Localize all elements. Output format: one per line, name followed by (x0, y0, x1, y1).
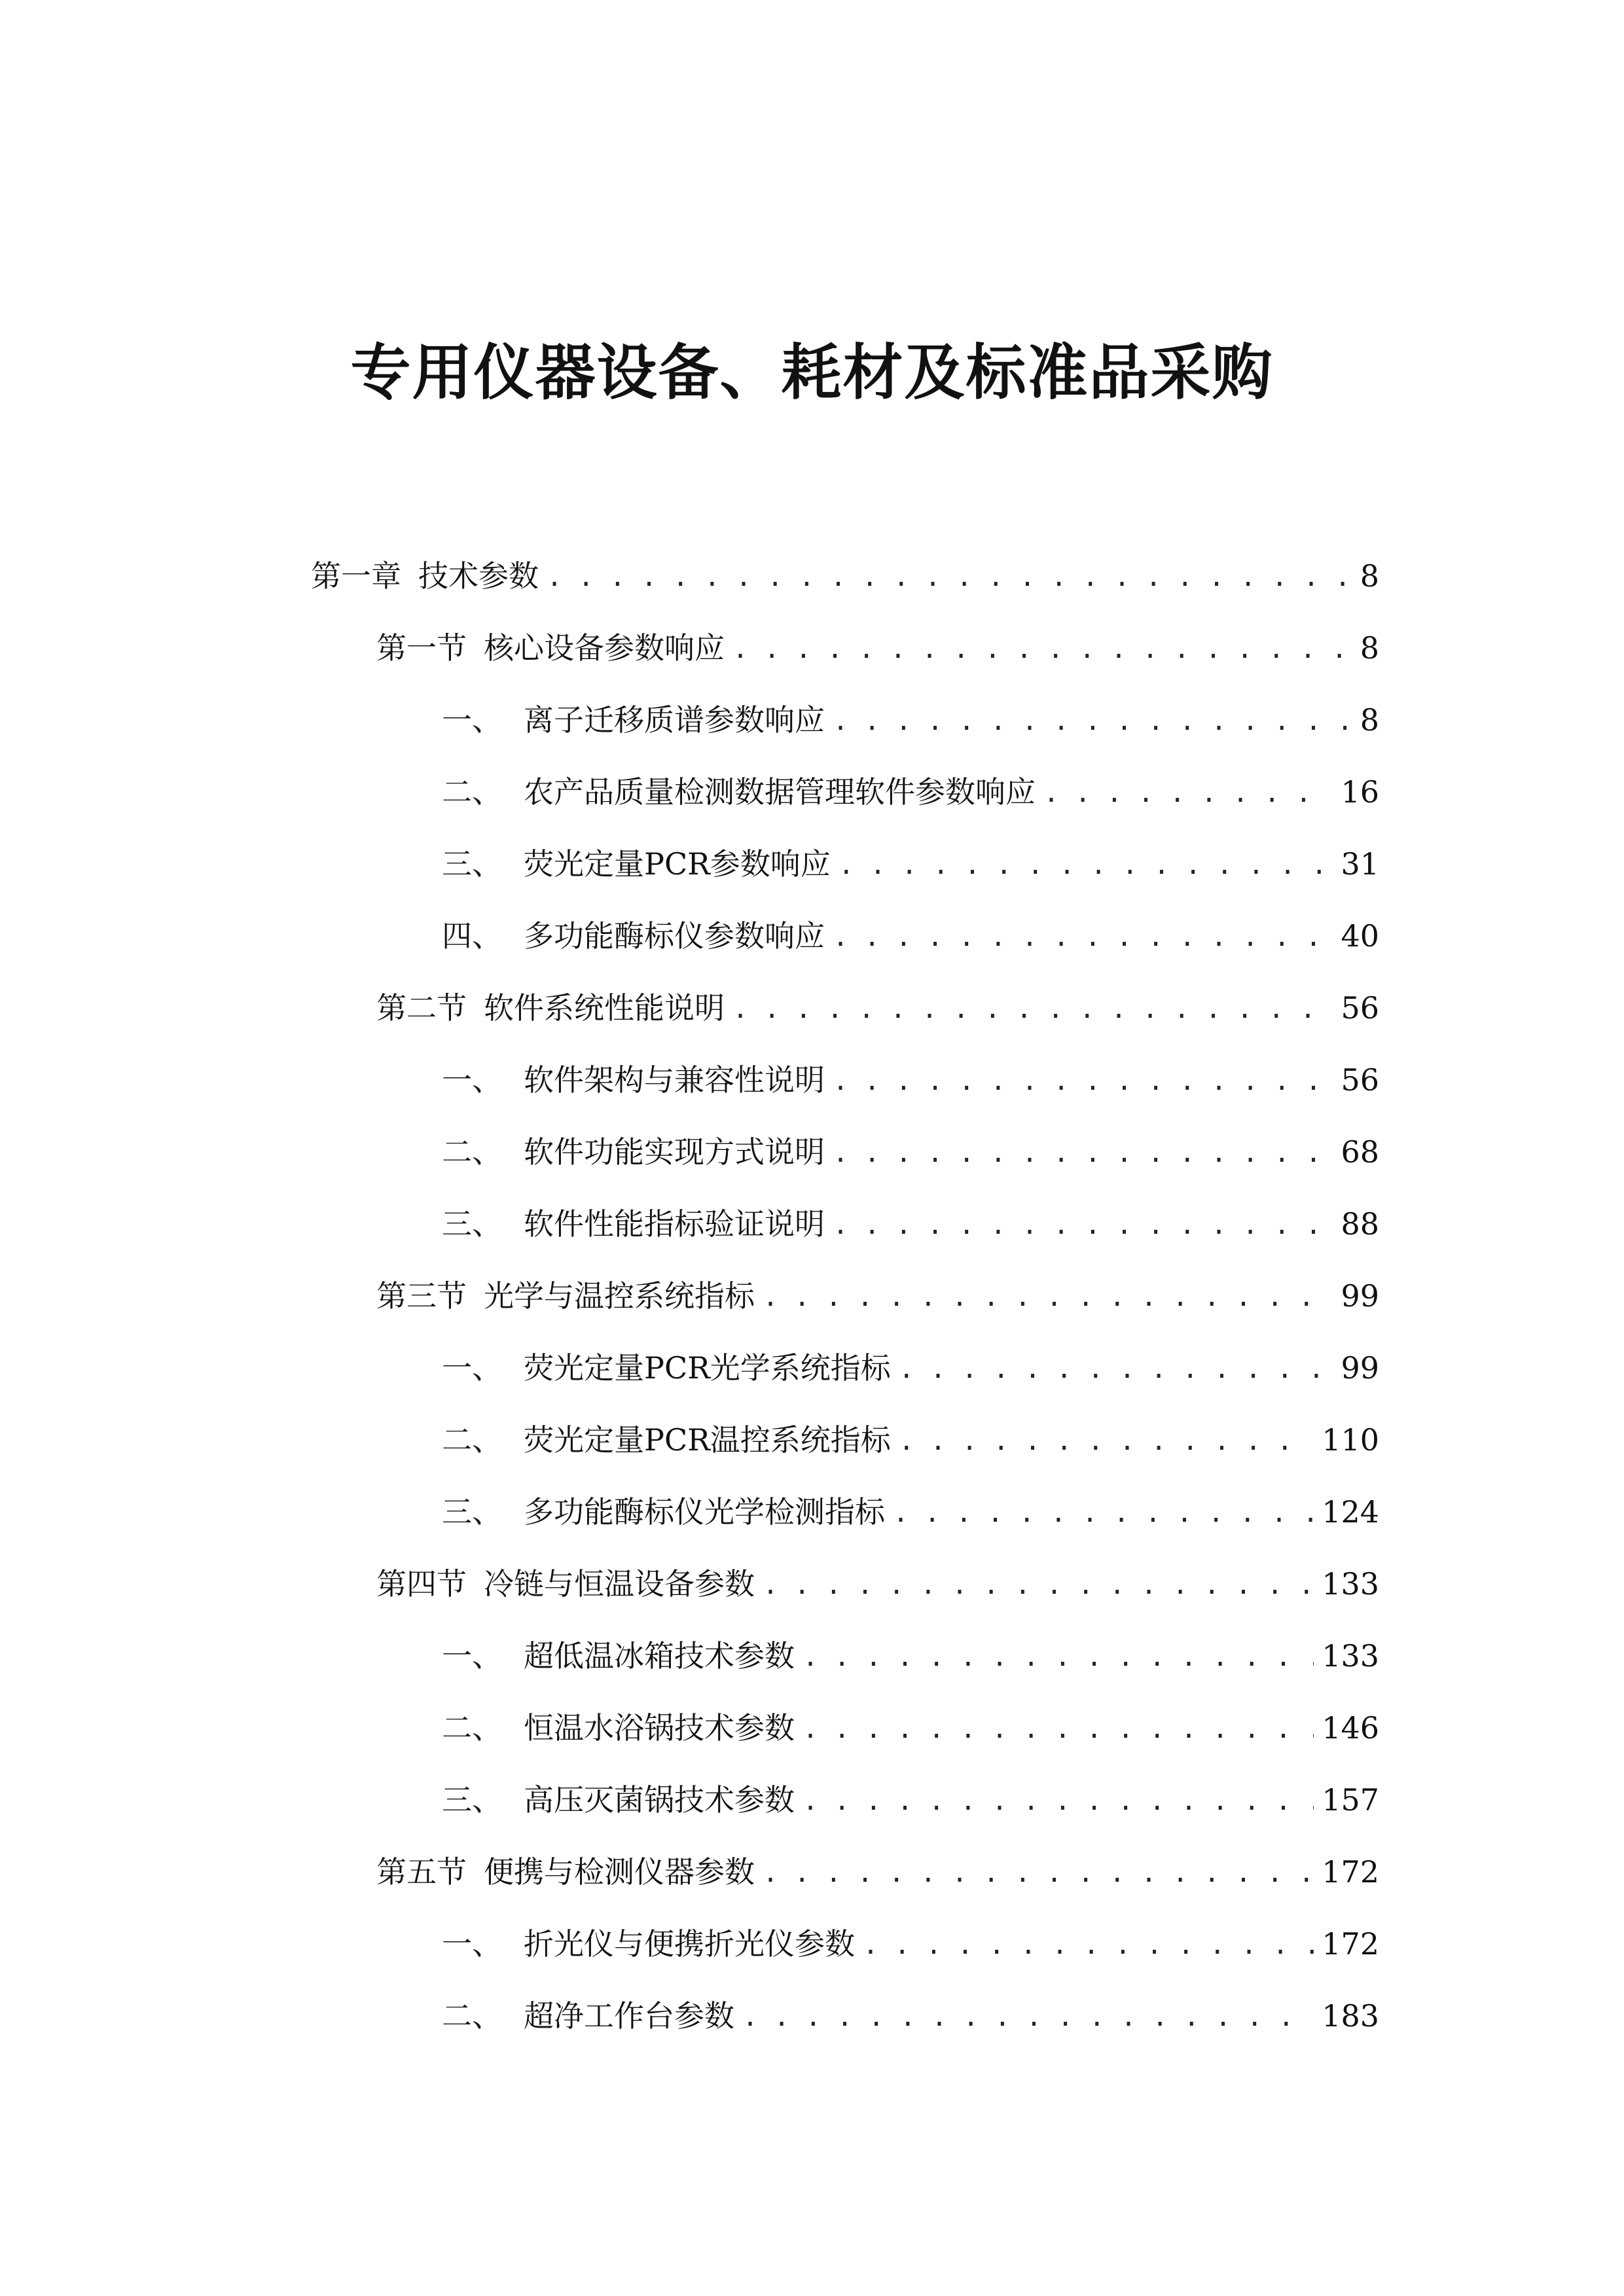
toc-page-number: 8 (1360, 702, 1379, 738)
toc-entry-number: 第一节 (376, 630, 467, 666)
toc-entry-title: 恒温水浴锅技术参数 (524, 1710, 795, 1746)
toc-entry[interactable] (311, 550, 1379, 602)
toc-entry[interactable] (376, 1270, 1379, 1322)
toc-page-number: 16 (1341, 774, 1379, 810)
toc-dot-leader (833, 1053, 1333, 1107)
toc-entry[interactable] (442, 766, 1379, 818)
toc-entry[interactable] (442, 1054, 1379, 1106)
toc-entry[interactable] (442, 694, 1379, 746)
toc-page-number: 99 (1341, 1278, 1379, 1314)
toc-entry-number: 一、 (442, 1350, 502, 1386)
toc-entry[interactable] (376, 622, 1379, 674)
toc-entry-number: 第一章 (311, 558, 401, 594)
toc-dot-leader (763, 1557, 1314, 1611)
toc-page-number: 183 (1322, 1998, 1379, 2034)
toc-page-number: 172 (1322, 1854, 1379, 1890)
toc-entry[interactable] (442, 1702, 1379, 1754)
toc-entry-title: 光学与温控系统指标 (484, 1278, 755, 1314)
toc-entry-title: 软件性能指标验证说明 (524, 1206, 825, 1242)
toc-page-number: 146 (1322, 1710, 1379, 1746)
toc-entry-number: 二、 (442, 1134, 502, 1170)
toc-entry-number: 一、 (442, 1062, 502, 1098)
toc-dot-leader (763, 1845, 1314, 1899)
toc-page-number: 31 (1341, 846, 1379, 882)
toc-dot-leader (803, 1701, 1314, 1755)
toc-entry[interactable] (376, 1846, 1379, 1898)
toc-entry-title: 农产品质量检测数据管理软件参数响应 (524, 774, 1036, 810)
toc-page-number: 133 (1322, 1638, 1379, 1674)
toc-dot-leader (803, 1773, 1314, 1827)
toc-dot-leader (833, 1197, 1333, 1251)
toc-dot-leader (833, 1125, 1333, 1179)
toc-dot-leader (833, 693, 1352, 747)
toc-entry-number: 二、 (442, 1422, 502, 1458)
toc-dot-leader (547, 549, 1352, 603)
toc-entry-title: 离子迁移质谱参数响应 (524, 702, 825, 738)
toc-page-number: 68 (1341, 1134, 1379, 1170)
toc-entry-title: 折光仪与便携折光仪参数 (524, 1926, 855, 1962)
toc-dot-leader (899, 1413, 1314, 1467)
table-of-contents (0, 550, 1624, 2055)
toc-entry-number: 一、 (442, 1926, 502, 1962)
toc-entry-number: 三、 (442, 1782, 502, 1818)
toc-dot-leader (893, 1485, 1314, 1539)
toc-entry-title: 软件系统性能说明 (484, 990, 725, 1026)
toc-entry[interactable] (442, 1342, 1379, 1394)
toc-dot-leader (839, 837, 1333, 891)
toc-entry-number: 一、 (442, 702, 502, 738)
toc-dot-leader (763, 1269, 1333, 1323)
toc-entry-title: 便携与检测仪器参数 (484, 1854, 755, 1890)
toc-entry-title: 荧光定量PCR光学系统指标 (524, 1350, 891, 1386)
toc-dot-leader (732, 621, 1352, 675)
toc-entry-title: 高压灭菌锅技术参数 (524, 1782, 795, 1818)
toc-dot-leader (833, 909, 1333, 963)
toc-entry[interactable] (442, 1630, 1379, 1682)
toc-entry-title: 多功能酶标仪参数响应 (524, 918, 825, 954)
toc-page-number: 56 (1341, 1062, 1379, 1098)
toc-entry-number: 二、 (442, 1998, 502, 2034)
toc-entry[interactable] (442, 1990, 1379, 2042)
toc-entry-number: 二、 (442, 1710, 502, 1746)
toc-entry[interactable] (442, 1918, 1379, 1970)
toc-entry-title: 荧光定量PCR参数响应 (524, 846, 831, 882)
toc-entry-title: 超低温冰箱技术参数 (524, 1638, 795, 1674)
toc-dot-leader (863, 1917, 1314, 1971)
toc-dot-leader (742, 1989, 1314, 2043)
toc-entry[interactable] (442, 1774, 1379, 1826)
toc-page-number: 124 (1322, 1494, 1379, 1530)
toc-entry[interactable] (442, 910, 1379, 962)
toc-page-number: 88 (1341, 1206, 1379, 1242)
toc-page-number: 8 (1360, 630, 1379, 666)
toc-page-number: 8 (1360, 558, 1379, 594)
toc-entry-title: 超净工作台参数 (524, 1998, 734, 2034)
toc-dot-leader (899, 1341, 1333, 1395)
toc-entry[interactable] (376, 982, 1379, 1034)
toc-page-number: 172 (1322, 1926, 1379, 1962)
toc-entry-title: 多功能酶标仪光学检测指标 (524, 1494, 885, 1530)
toc-dot-leader (803, 1629, 1314, 1683)
toc-dot-leader (732, 981, 1333, 1035)
toc-entry-number: 三、 (442, 1206, 502, 1242)
toc-entry[interactable] (442, 1126, 1379, 1178)
toc-page-number: 110 (1322, 1422, 1379, 1458)
toc-entry-number: 二、 (442, 774, 502, 810)
toc-entry[interactable] (442, 1486, 1379, 1538)
document-title: 专用仪器设备、耗材及标准品采购 (350, 338, 1274, 408)
toc-entry[interactable] (442, 1198, 1379, 1250)
toc-page-number: 56 (1341, 990, 1379, 1026)
toc-page-number: 99 (1341, 1350, 1379, 1386)
toc-entry-title: 核心设备参数响应 (484, 630, 725, 666)
toc-entry-title: 荧光定量PCR温控系统指标 (524, 1422, 891, 1458)
toc-entry-title: 软件功能实现方式说明 (524, 1134, 825, 1170)
toc-dot-leader (1043, 765, 1333, 819)
toc-entry-number: 一、 (442, 1638, 502, 1674)
toc-entry-number: 第二节 (376, 990, 467, 1026)
toc-entry-number: 第五节 (376, 1854, 467, 1890)
toc-page-number: 40 (1341, 918, 1379, 954)
toc-entry-title: 技术参数 (418, 558, 539, 594)
toc-entry-number: 第四节 (376, 1566, 467, 1602)
toc-entry-title: 软件架构与兼容性说明 (524, 1062, 825, 1098)
toc-page-number: 157 (1322, 1782, 1379, 1818)
toc-entry[interactable] (442, 838, 1379, 890)
toc-entry[interactable] (376, 1558, 1379, 1610)
toc-entry-number: 三、 (442, 846, 502, 882)
toc-entry-number: 四、 (442, 918, 502, 954)
toc-entry-title: 冷链与恒温设备参数 (484, 1566, 755, 1602)
toc-entry-number: 第三节 (376, 1278, 467, 1314)
toc-entry[interactable] (442, 1414, 1379, 1466)
toc-entry-number: 三、 (442, 1494, 502, 1530)
toc-page-number: 133 (1322, 1566, 1379, 1602)
